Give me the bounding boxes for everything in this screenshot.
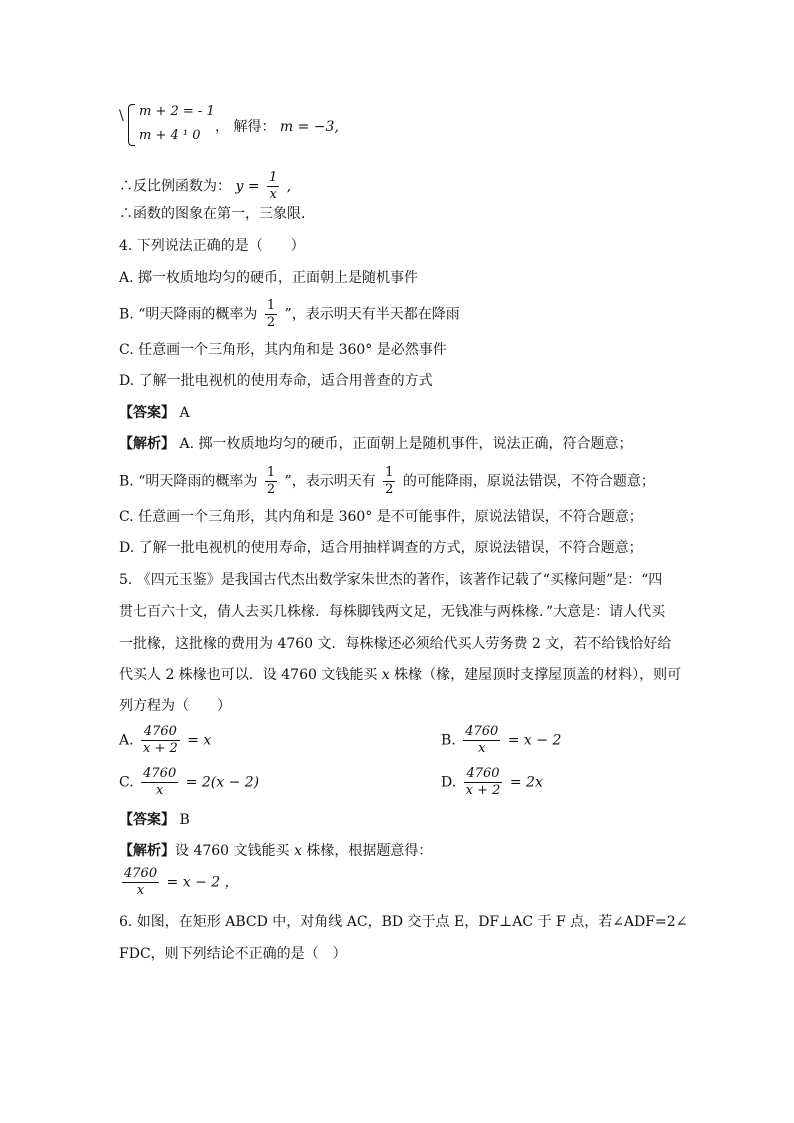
fraction-den: x + 2 bbox=[465, 783, 501, 798]
analysis-b-mid: ”，表示明天有 bbox=[284, 473, 376, 490]
q6-paragraph-1: 6. 如图，在矩形 ABCD 中，对角线 AC，BD 交于点 E，DF⊥AC 于 F 点，若∠ADF=2∠ bbox=[119, 914, 688, 930]
q5-p4-pre: 代买人 2 株椽也可以．设 4760 文钱能买 bbox=[119, 667, 382, 683]
q5-analysis-post: 株椽，根据题意得： bbox=[301, 843, 433, 859]
q4-analysis-b bbox=[119, 465, 655, 498]
q5-paragraph-5: 列方程为（ ） bbox=[119, 698, 231, 714]
q4-option-c: C. 任意画一个三角形，其内角和是 360° 是必然事件 bbox=[119, 342, 447, 358]
equation-rhs: = x − 2 ， bbox=[166, 874, 239, 891]
fraction-num: 1 bbox=[266, 298, 276, 313]
fraction-den: x + 2 bbox=[143, 741, 178, 756]
option-b-label: B. bbox=[441, 732, 456, 749]
function-y: y = bbox=[235, 178, 260, 195]
solve-value: m = −3, bbox=[279, 119, 339, 135]
q5-option-d bbox=[441, 766, 543, 799]
option-d-label: D. bbox=[441, 774, 457, 791]
q5-answer bbox=[119, 810, 190, 830]
q5-p4-x: x bbox=[381, 667, 390, 683]
q5-paragraph-1: 5. 《四元玉鉴》是我国古代杰出数学家朱世杰的著作，该著作记载了“买椽问题”是：“四 bbox=[119, 572, 663, 588]
q4-option-d: D. 了解一批电视机的使用寿命，适合用普查的方式 bbox=[119, 373, 433, 389]
option-a-label: A. bbox=[119, 732, 134, 749]
q5-paragraph-2: 贯七百六十文，倩人去买几株椽．每株脚钱两文足，无钱准与两株椽．”大意是：请人代买 bbox=[119, 604, 666, 620]
analysis-b-post: 的可能降雨，原说法错误，不符合题意； bbox=[402, 473, 655, 490]
answer-label: 【答案】 bbox=[119, 405, 175, 421]
option-c-label: C. bbox=[119, 774, 134, 791]
analysis-b-fraction-1 bbox=[265, 465, 277, 498]
fraction-den: 2 bbox=[266, 482, 276, 497]
analysis-a-text: A. 掷一枚质地均匀的硬币，正面朝上是随机事件，说法正确，符合题意； bbox=[179, 436, 633, 452]
q4-option-b-fraction bbox=[265, 298, 277, 331]
q5-option-c bbox=[119, 766, 259, 799]
q4-option-a: A. 掷一枚质地均匀的硬币，正面朝上是随机事件 bbox=[119, 270, 419, 286]
brace-symbol bbox=[128, 104, 135, 146]
q5-p4-post: 株椽（椽，建屋顶时支撑屋顶盖的材料），则可 bbox=[389, 667, 682, 683]
system-row-1: m + 2 = - 1 bbox=[139, 104, 215, 119]
q5-paragraph-3: 一批椽，这批椽的费用为 4760 文．每株椽还必须给代买人劳务费 2 文，若不给钱恰好给 bbox=[119, 636, 672, 652]
q4-analysis-a bbox=[119, 434, 632, 454]
function-suffix: , bbox=[286, 178, 292, 195]
backslash-mark: \ bbox=[119, 108, 124, 124]
option-a-rhs: = x bbox=[187, 732, 212, 749]
fraction-num: 4760 bbox=[143, 766, 177, 781]
fraction-num: 4760 bbox=[466, 766, 500, 781]
fraction-den: x bbox=[267, 186, 279, 203]
q5-option-a bbox=[119, 724, 211, 757]
fraction-num: 4760 bbox=[465, 724, 499, 739]
fraction-den: 2 bbox=[385, 482, 394, 497]
q4-answer bbox=[119, 403, 190, 423]
answer-value: B bbox=[179, 812, 190, 828]
function-line bbox=[119, 170, 291, 203]
analysis-b-pre: B. “明天降雨的概率为 bbox=[119, 473, 258, 490]
q5-equation bbox=[119, 866, 239, 899]
q5-analysis-pre: 设 4760 文钱能买 bbox=[175, 843, 294, 859]
equation-fraction bbox=[122, 866, 159, 899]
q5-option-b bbox=[441, 724, 561, 757]
option-c-rhs: = 2(x − 2) bbox=[185, 774, 260, 791]
q4-analysis-c: C. 任意画一个三角形，其内角和是 360° 是不可能事件，原说法错误，不符合题意； bbox=[119, 509, 643, 525]
fraction-num: 4760 bbox=[143, 724, 177, 739]
analysis-b-fraction-2 bbox=[383, 465, 395, 498]
option-a-fraction bbox=[141, 724, 180, 757]
system-comma: ， bbox=[215, 119, 229, 135]
q4-stem: 4. 下列说法正确的是（ ） bbox=[119, 238, 305, 254]
fraction-num: 1 bbox=[269, 170, 278, 185]
analysis-label: 【解析】 bbox=[119, 436, 175, 452]
answer-value: A bbox=[179, 405, 190, 421]
q4-option-b-pre: B. “明天降雨的概率为 bbox=[119, 306, 258, 323]
fraction-den: 2 bbox=[266, 315, 276, 330]
q4-analysis-d: D. 了解一批电视机的使用寿命，适合用抽样调查的方式，原说法错误，不符合题意； bbox=[119, 540, 643, 556]
q5-analysis bbox=[119, 841, 432, 861]
fraction-num: 1 bbox=[385, 465, 394, 480]
answer-label: 【答案】 bbox=[119, 812, 175, 828]
function-prefix: ∴反比例函数为： bbox=[119, 178, 231, 195]
fraction-den: x bbox=[122, 882, 159, 899]
q5-paragraph-4 bbox=[119, 665, 681, 685]
option-b-fraction bbox=[463, 724, 500, 757]
q6-paragraph-2: FDC，则下列结论不正确的是（ ） bbox=[119, 946, 347, 962]
function-fraction bbox=[267, 170, 279, 203]
system-row-2: m + 4 ¹ 0 bbox=[139, 128, 201, 143]
fraction-den: x bbox=[463, 740, 500, 757]
option-b-rhs: = x − 2 bbox=[507, 732, 562, 749]
option-d-rhs: = 2x bbox=[509, 774, 543, 791]
q5-analysis-x: x bbox=[293, 843, 302, 859]
fraction-num: 1 bbox=[266, 465, 276, 480]
fraction-den: x bbox=[141, 782, 178, 799]
quadrant-line: ∴函数的图象在第一，三象限. bbox=[119, 206, 306, 222]
solve-label: 解得： bbox=[233, 119, 276, 135]
analysis-label: 【解析】 bbox=[119, 843, 175, 859]
q4-option-b-post: ”，表示明天有半天都在降雨 bbox=[284, 306, 460, 323]
option-c-fraction bbox=[141, 766, 178, 799]
option-d-fraction bbox=[464, 766, 503, 799]
q4-option-b bbox=[119, 298, 460, 331]
fraction-num: 4760 bbox=[124, 866, 158, 881]
